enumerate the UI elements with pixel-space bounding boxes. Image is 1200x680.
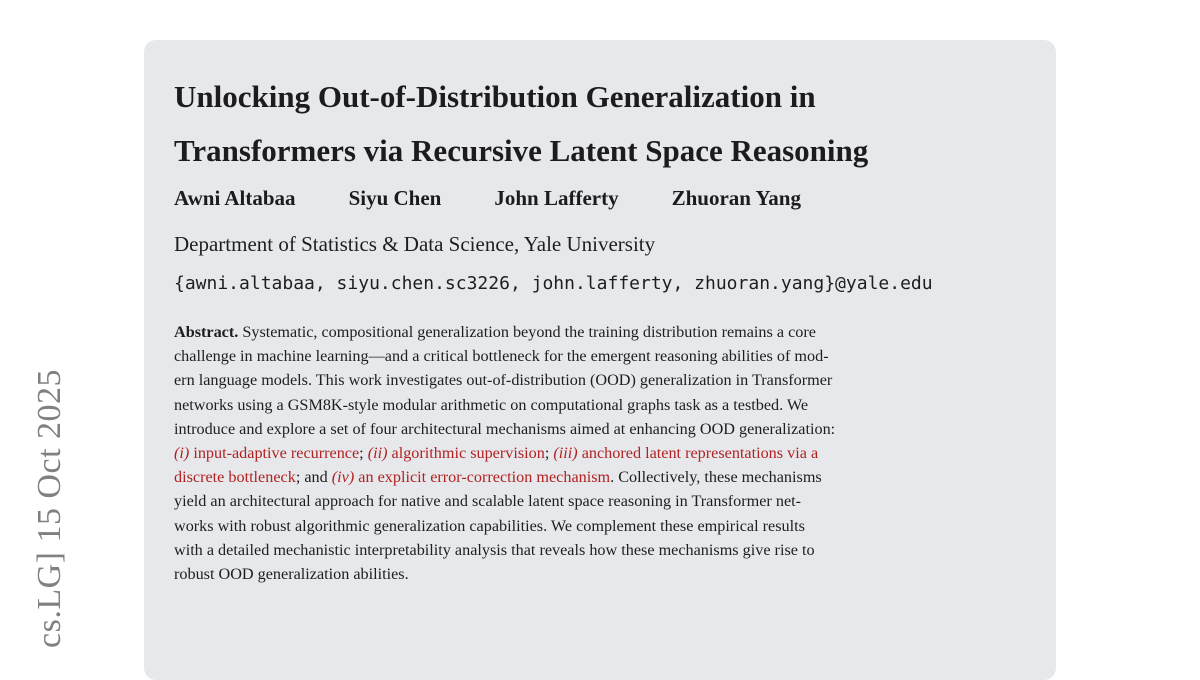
paper-header-card bbox=[144, 40, 1056, 680]
abstract-line: discrete bottleneck; and (iv) an explicit error-correction mechanism. Collectively, these mechanisms bbox=[174, 468, 822, 487]
author-emails: {awni.altabaa, siyu.chen.sc3226, john.lafferty, zhuoran.yang}@yale.edu bbox=[174, 273, 933, 294]
mechanism-2: (ii) algorithmic supervision bbox=[367, 444, 545, 463]
affiliation: Department of Statistics & Data Science, Yale University bbox=[174, 232, 656, 256]
mechanism-3-cont: discrete bottleneck bbox=[174, 468, 296, 487]
author-name: Awni Altabaa bbox=[174, 186, 296, 210]
mechanism-1: (i) input-adaptive recurrence bbox=[174, 444, 360, 463]
abstract-line: yield an architectural approach for native and scalable latent space reasoning in Transformer net- bbox=[174, 492, 802, 511]
abstract bbox=[174, 320, 1032, 586]
author-list bbox=[174, 184, 801, 212]
abstract-line: works with robust algorithmic generalization capabilities. We complement these empirical results bbox=[174, 516, 805, 535]
abstract-line: robust OOD generalization abilities. bbox=[174, 565, 409, 584]
author-name: Zhuoran Yang bbox=[671, 186, 801, 210]
mechanism-3: (iii) anchored latent representations via a bbox=[553, 444, 819, 463]
paper-title bbox=[174, 70, 1034, 178]
title-line: Unlocking Out-of-Distribution Generalization in bbox=[174, 79, 816, 114]
abstract-line: Abstract. Systematic, compositional generalization beyond the training distribution remains a core bbox=[174, 323, 816, 341]
abstract-line: networks using a GSM8K-style modular arithmetic on computational graphs task as a testbed. We bbox=[174, 395, 809, 414]
abstract-line: with a detailed mechanistic interpretability analysis that reveals how these mechanisms give rise to bbox=[174, 540, 815, 559]
author-name: John Lafferty bbox=[494, 186, 619, 210]
abstract-line: (i) input-adaptive recurrence; (ii) algorithmic supervision; (iii) anchored latent representations via a bbox=[174, 444, 819, 463]
abstract-label: Abstract. bbox=[174, 323, 239, 341]
arxiv-side-stamp: cs.LG] 15 Oct 2025 bbox=[31, 368, 68, 648]
mechanism-4: (iv) an explicit error-correction mechanism bbox=[331, 468, 611, 487]
title-line: Transformers via Recursive Latent Space Reasoning bbox=[174, 133, 869, 168]
abstract-line: ern language models. This work investigates out-of-distribution (OOD) generalization in Transformer bbox=[174, 371, 833, 390]
abstract-line: challenge in machine learning—and a critical bottleneck for the emergent reasoning abilities of mod- bbox=[174, 347, 829, 366]
author-name: Siyu Chen bbox=[348, 186, 442, 210]
abstract-line: introduce and explore a set of four architectural mechanisms aimed at enhancing OOD generalization: bbox=[174, 419, 836, 438]
